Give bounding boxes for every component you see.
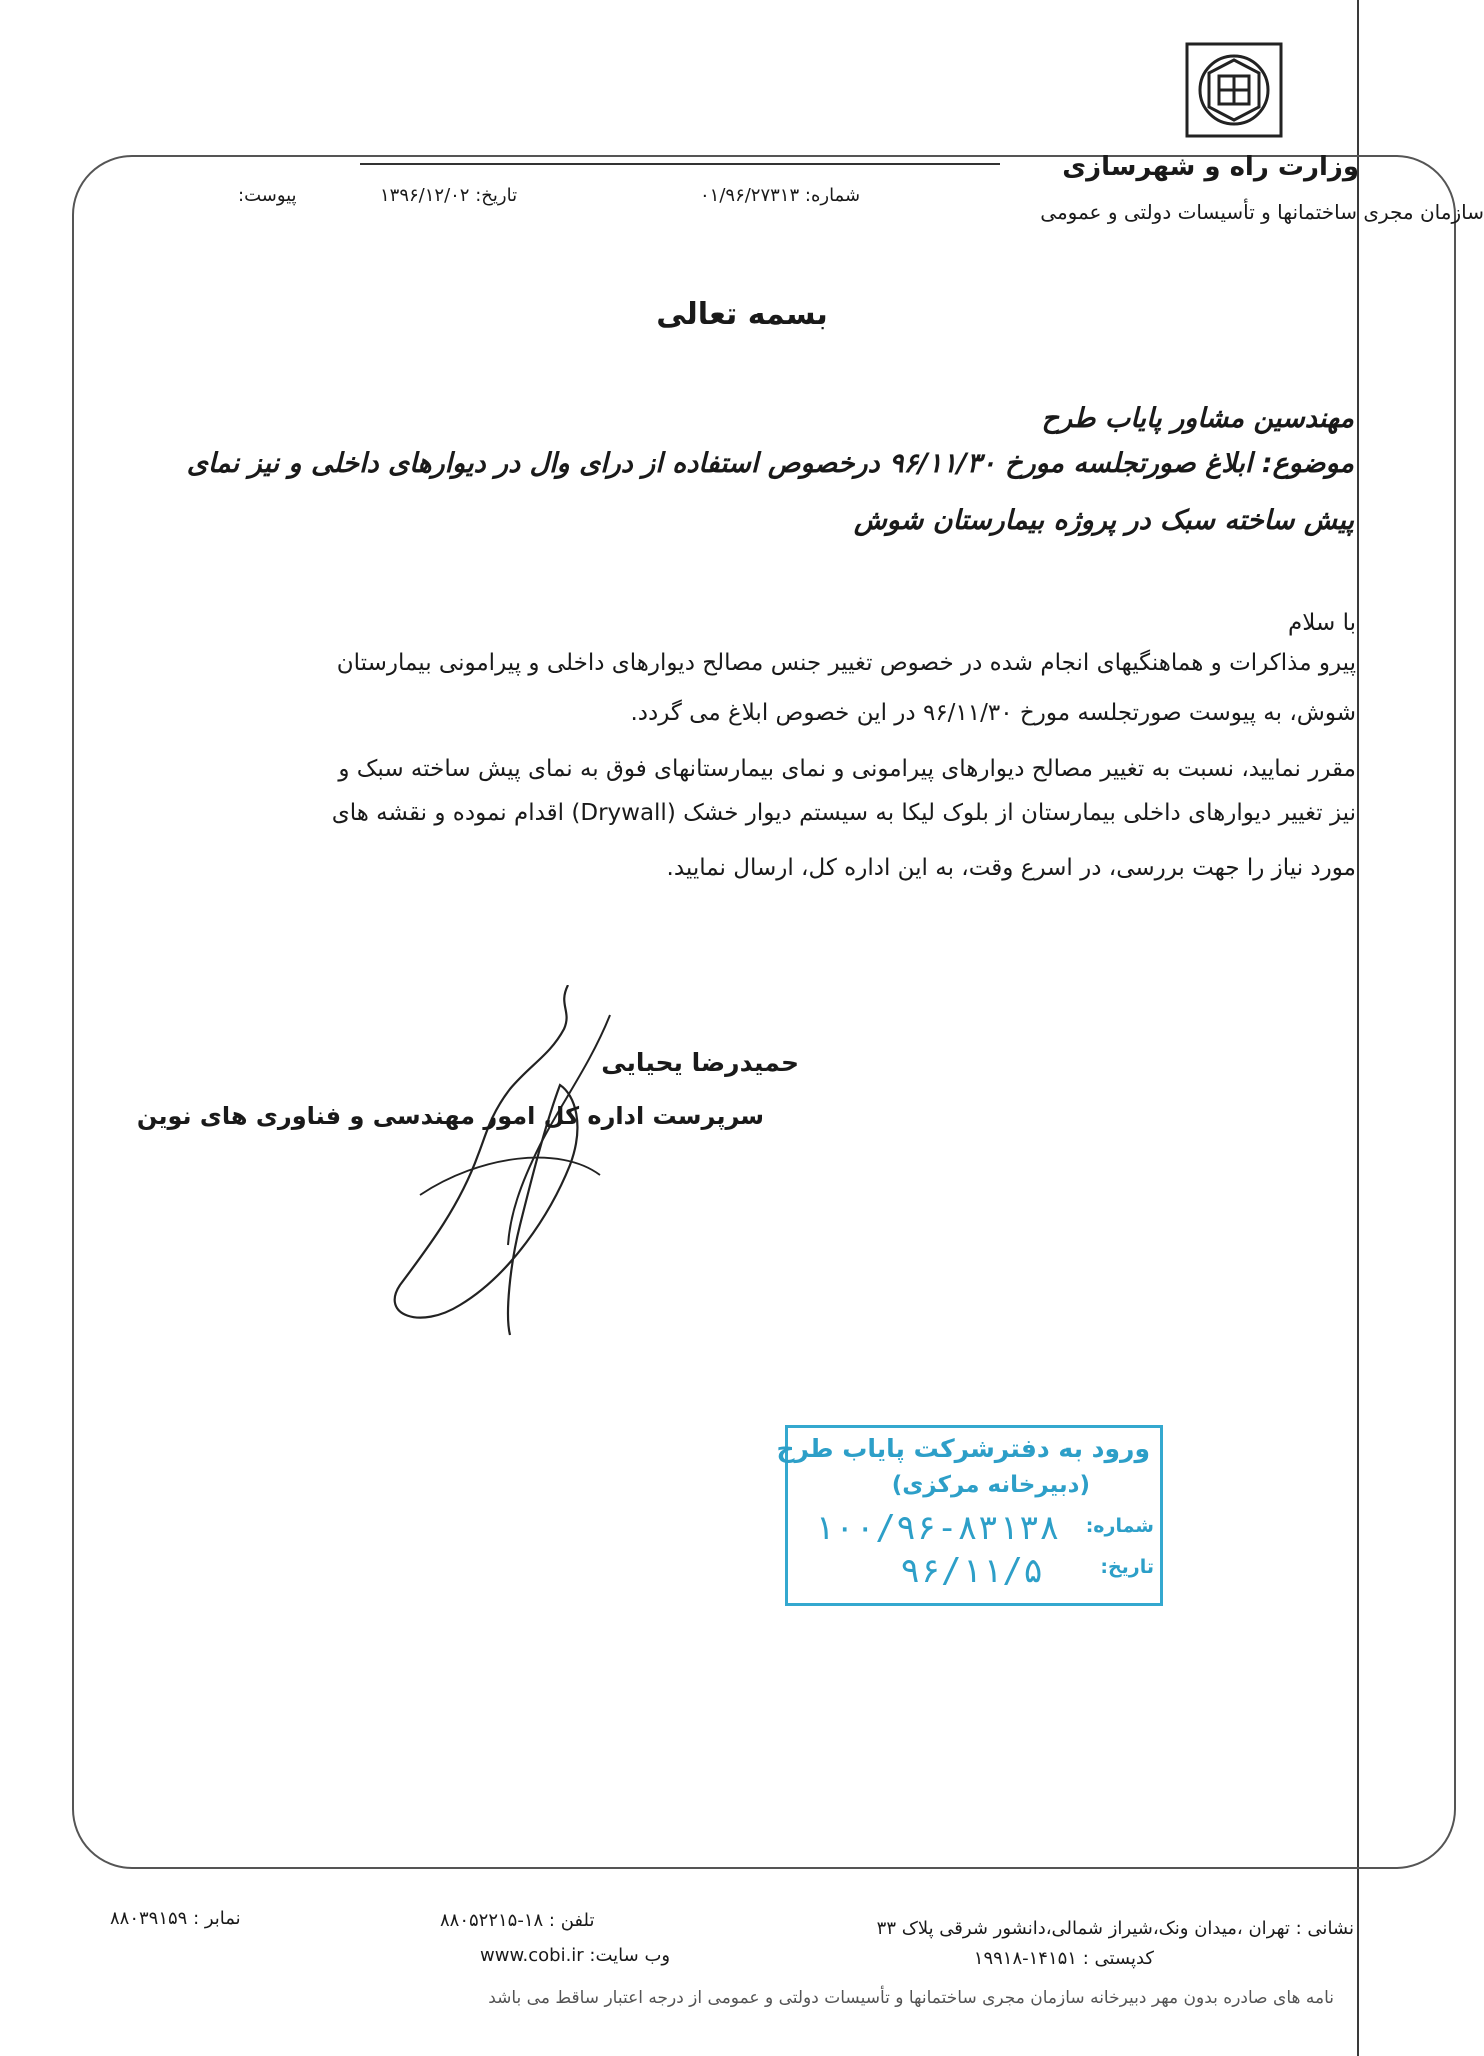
footer-phone: تلفن : ۱۸-۸۸۰۵۲۲۱۵ — [440, 1910, 595, 1931]
subject-line-1: موضوع: ابلاغ صورتجلسه مورخ ۹۶/۱۱/۳۰ درخصوص استفاده از درای وال در دیوارهای داخلی و نیز نمای — [186, 448, 1354, 479]
stamp-date-label: تاریخ: — [1100, 1556, 1154, 1578]
footer-fax: نمابر : ۸۸۰۳۹۱۵۹ — [110, 1908, 241, 1929]
ministry-name: وزارت راه و شهرسازی — [1062, 152, 1359, 182]
date-value: ۱۳۹۶/۱۲/۰۲ — [380, 185, 470, 206]
date-label: تاریخ: — [475, 185, 518, 206]
receipt-stamp — [776, 1425, 1163, 1606]
signer-name: حمیدرضا یحیایی — [601, 1048, 799, 1077]
footer-address: نشانی : تهران ،میدان ونک،شیراز شمالی،دانشور شرقی پلاک ۳۳ — [876, 1918, 1354, 1939]
greeting: با سلام — [1288, 610, 1356, 636]
letter-date — [380, 185, 517, 206]
body-line: پیرو مذاکرات و هماهنگیهای انجام شده در خصوص تغییر جنس مصالح دیوارهای داخلی و پیرامونی بیمارستان — [336, 650, 1356, 676]
attachment-field — [238, 185, 297, 206]
footer-website: وب سایت: www.cobi.ir — [480, 1945, 671, 1966]
letter-number — [700, 185, 860, 206]
body-line: شوش، به پیوست صورتجلسه مورخ ۹۶/۱۱/۳۰ در این خصوص ابلاغ می گردد. — [630, 700, 1356, 726]
footer-postal-code: کدپستی : ۱۴۱۵۱-۱۹۹۱۸ — [973, 1948, 1154, 1969]
footer-note: نامه های صادره بدون مهر دبیرخانه سازمان مجری ساختمانها و تأسیسات دولتی و عمومی از درجه اعتبار ساقط می باشد — [488, 1988, 1334, 2008]
number-label: شماره: — [804, 185, 861, 206]
header-divider — [360, 163, 1000, 165]
stamp-number-value: ۱۰۰/۹۶-۸۳۱۳۸ — [814, 1508, 1060, 1548]
stamp-subtitle: (دبیرخانه مرکزی) — [891, 1472, 1090, 1498]
handwritten-signature-icon — [360, 985, 660, 1345]
attachment-label: پیوست: — [238, 185, 297, 206]
organization-name: سازمان مجری ساختمانها و تأسیسات دولتی و عمومی — [1040, 200, 1484, 224]
number-value: ۰۱/۹۶/۲۷۳۱۳ — [700, 185, 800, 206]
body-line: مورد نیاز را جهت بررسی، در اسرع وقت، به این اداره کل، ارسال نمایید. — [666, 855, 1356, 881]
subject-line-2: پیش ساخته سبک در پروژه بیمارستان شوش — [853, 505, 1354, 536]
signer-title: سرپرست اداره کل امور مهندسی و فناوری های نوین — [136, 1102, 764, 1130]
basmala-heading: بسمه تعالی — [656, 297, 828, 332]
body-line: نیز تغییر دیوارهای داخلی بیمارستان از بلوک لیکا به سیستم دیوار خشک (Drywall) اقدام نموده و نقشه های — [331, 800, 1356, 826]
stamp-title: ورود به دفترشرکت پایاب طرح — [776, 1434, 1150, 1463]
recipient: مهندسین مشاور پایاب طرح — [1041, 403, 1354, 434]
body-line: مقرر نمایید، نسبت به تغییر مصالح دیوارهای پیرامونی و نمای بیمارستانهای فوق به نمای پیش ساخته سبک و — [338, 756, 1356, 782]
stamp-date-value: ۹۶/۱۱/۵ — [900, 1551, 1044, 1591]
ministry-logo-icon — [1183, 40, 1285, 140]
stamp-number-label: شماره: — [1085, 1515, 1154, 1537]
